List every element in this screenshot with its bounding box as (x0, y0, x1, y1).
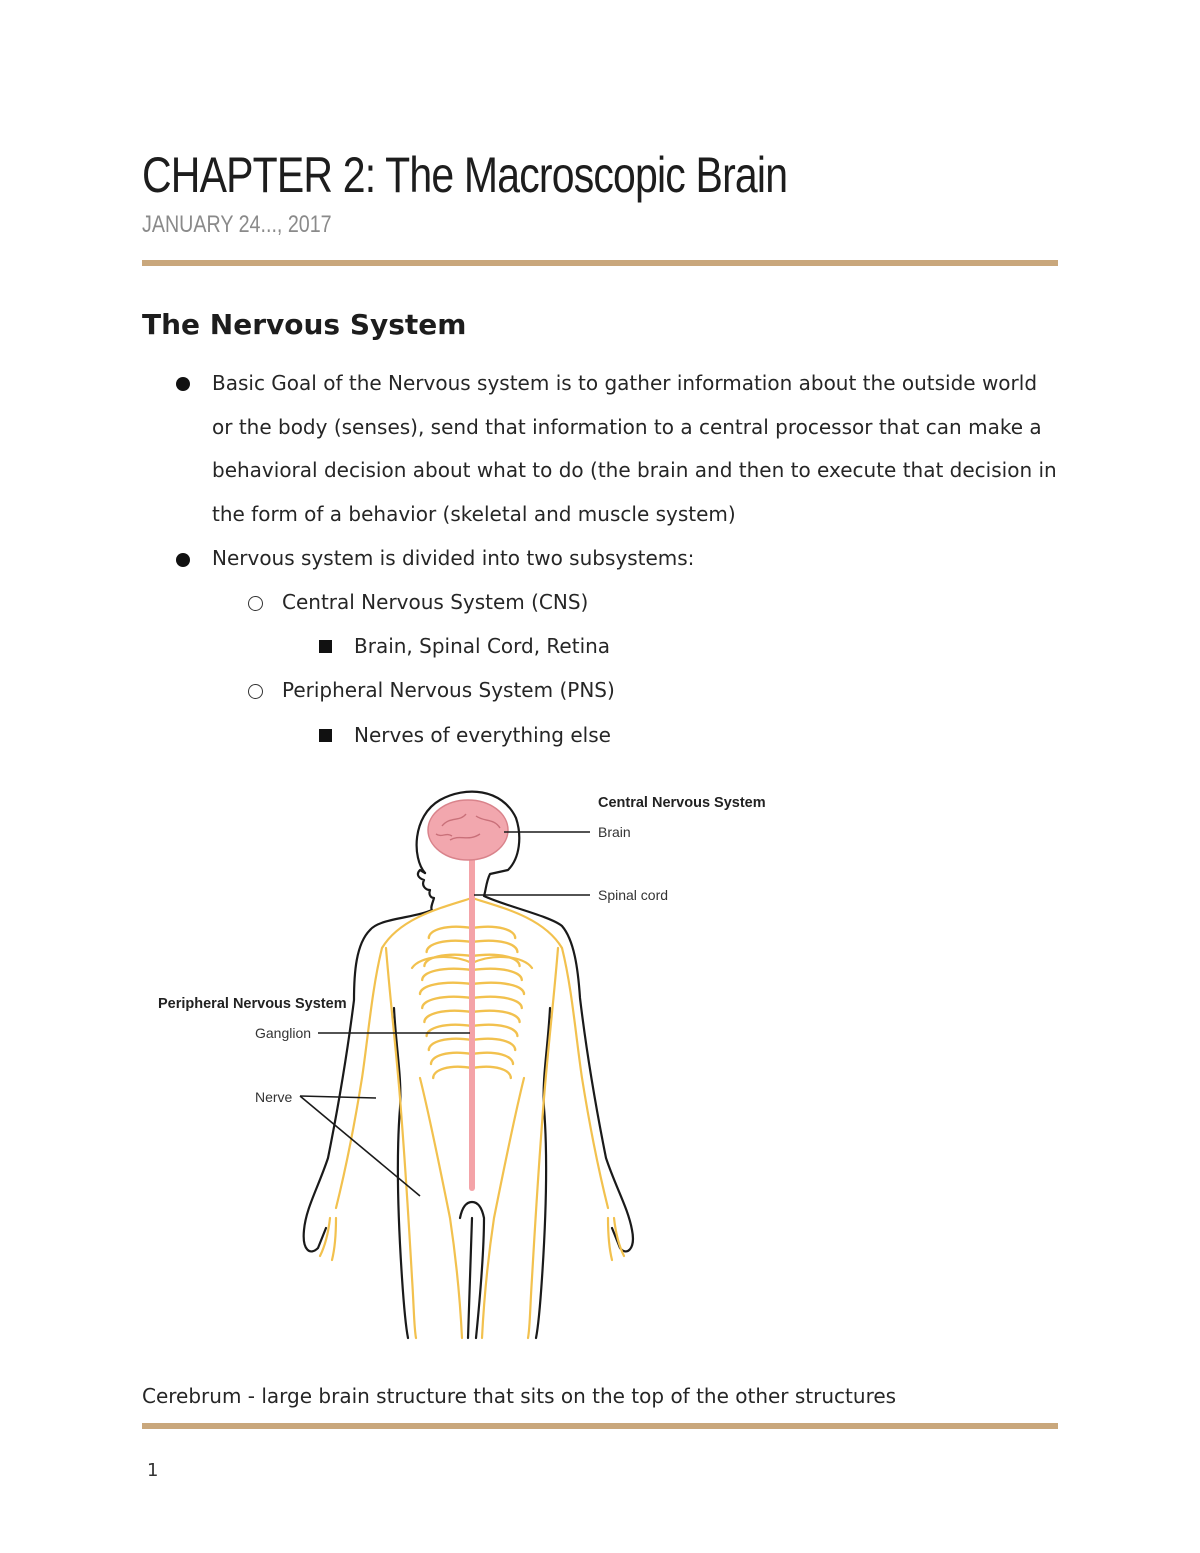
footer-divider (142, 1423, 1058, 1429)
bullet-icon (176, 553, 190, 567)
brain-icon (428, 800, 508, 860)
bullet-text-line: behavioral decision about what to do (the brain and then to execute that decision in (212, 458, 1057, 482)
bullet-text-line: the form of a behavior (skeletal and muscle system) (212, 502, 736, 526)
ganglion-label: Ganglion (255, 1025, 312, 1041)
brain-label: Brain (598, 824, 631, 840)
cns-label: Central Nervous System (598, 795, 766, 811)
cns-detail: Brain, Spinal Cord, Retina (354, 634, 611, 658)
circle-bullet-icon (248, 684, 263, 699)
body-outline (304, 792, 633, 1338)
square-bullet-icon (319, 729, 332, 742)
cerebrum-caption: Cerebrum - large brain structure that sits on the top of the other structures (142, 1384, 897, 1408)
pns-detail: Nerves of everything else (354, 723, 611, 747)
square-bullet-icon (319, 640, 332, 653)
section-heading: The Nervous System (142, 308, 467, 341)
cns-item: Central Nervous System (CNS) (282, 590, 589, 614)
bullet-text-line: Basic Goal of the Nervous system is to gather information about the outside world (212, 371, 1038, 395)
page-title: CHAPTER 2: The Macroscopic Brain (142, 147, 788, 203)
bullet-icon (176, 377, 190, 391)
page-date: JANUARY 24..., 2017 (142, 211, 332, 238)
nerve-label: Nerve (255, 1089, 293, 1105)
header-divider (142, 260, 1058, 266)
circle-bullet-icon (248, 596, 263, 611)
pns-item: Peripheral Nervous System (PNS) (282, 678, 615, 702)
spinal-cord-label: Spinal cord (598, 887, 669, 903)
bullet-text: Nervous system is divided into two subsystems: (212, 546, 695, 570)
pns-label: Peripheral Nervous System (158, 996, 347, 1012)
nervous-system-diagram (150, 778, 800, 1343)
bullet-text-line: or the body (senses), send that information to a central processor that can make a (212, 415, 1042, 439)
page-number: 1 (147, 1460, 159, 1481)
